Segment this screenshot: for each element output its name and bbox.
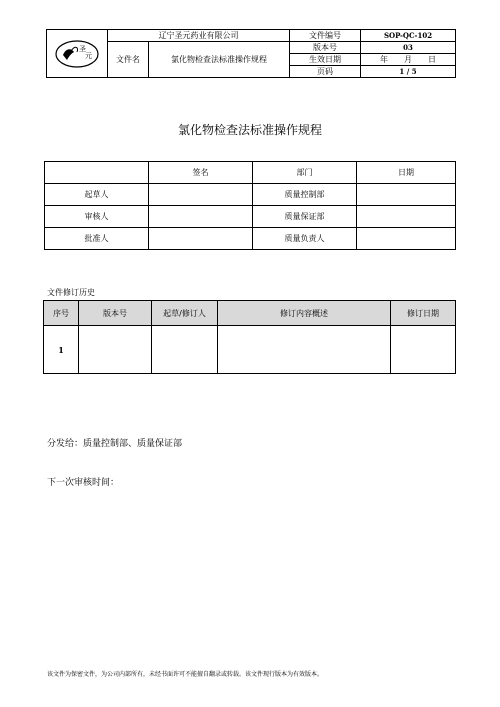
header-label-doc-no: 文件编号 xyxy=(290,30,361,42)
sig-department: 质量负责人 xyxy=(253,228,357,250)
header-label-page: 页码 xyxy=(290,66,361,78)
header-value-effective-date: 年 月 日 xyxy=(361,54,456,66)
logo-text-2: 元 xyxy=(85,51,92,60)
document-title: 氯化物检查法标准操作规程 xyxy=(177,123,322,137)
rev-header-date: 修订日期 xyxy=(391,301,456,326)
rev-no: 1 xyxy=(44,326,79,374)
company-logo-icon xyxy=(54,39,100,69)
logo-text-1: 圣 xyxy=(79,44,86,53)
sig-signature xyxy=(149,228,253,250)
company-name: 辽宁圣元药业有限公司 xyxy=(108,30,290,42)
rev-date xyxy=(391,326,456,374)
sig-role: 审核人 xyxy=(45,206,149,228)
rev-version xyxy=(79,326,152,374)
rev-header-author: 起草/修订人 xyxy=(152,301,218,326)
sig-header-date: 日期 xyxy=(357,162,456,184)
sig-role: 起草人 xyxy=(45,184,149,206)
table-row xyxy=(45,184,456,206)
header-value-doc-no: SOP-QC-102 xyxy=(361,30,456,42)
sig-role: 批准人 xyxy=(45,228,149,250)
sig-date xyxy=(357,184,456,206)
header-value-page: 1 / 5 xyxy=(361,66,456,78)
sig-signature xyxy=(149,206,253,228)
sig-date xyxy=(357,228,456,250)
header-value-version: 03 xyxy=(361,42,456,54)
rev-header-summary: 修订内容概述 xyxy=(218,301,391,326)
sig-header-department: 部门 xyxy=(253,162,357,184)
file-name-label: 文件名 xyxy=(108,42,149,78)
sig-signature xyxy=(149,184,253,206)
revision-history-label: 文件修订历史 xyxy=(47,288,95,297)
rev-author xyxy=(152,326,218,374)
table-row xyxy=(44,326,456,374)
header-label-version: 版本号 xyxy=(290,42,361,54)
table-row xyxy=(45,206,456,228)
header-label-effective-date: 生效日期 xyxy=(290,54,361,66)
sig-header-blank xyxy=(45,162,149,184)
document-header-table xyxy=(46,29,456,78)
distribution-text: 分发给：质量控制部、质量保证部 xyxy=(47,439,183,449)
sig-header-signature: 签名 xyxy=(149,162,253,184)
rev-summary xyxy=(218,326,391,374)
sig-department: 质量控制部 xyxy=(253,184,357,206)
logo-cell xyxy=(47,30,108,78)
rev-header-no: 序号 xyxy=(44,301,79,326)
table-row xyxy=(45,228,456,250)
sig-date xyxy=(357,206,456,228)
revision-history-table xyxy=(43,300,456,374)
next-review-text: 下一次审核时间： xyxy=(47,478,120,488)
header-document-title: 氯化物检查法标准操作规程 xyxy=(149,42,290,78)
signature-table xyxy=(44,161,456,250)
confidentiality-footer: 该文件为保密文件，为公司内部所有，未经书面许可不能擅自翻录或转载。该文件现行版本为有效版本。 xyxy=(47,671,324,678)
rev-header-version: 版本号 xyxy=(79,301,152,326)
sig-department: 质量保证部 xyxy=(253,206,357,228)
